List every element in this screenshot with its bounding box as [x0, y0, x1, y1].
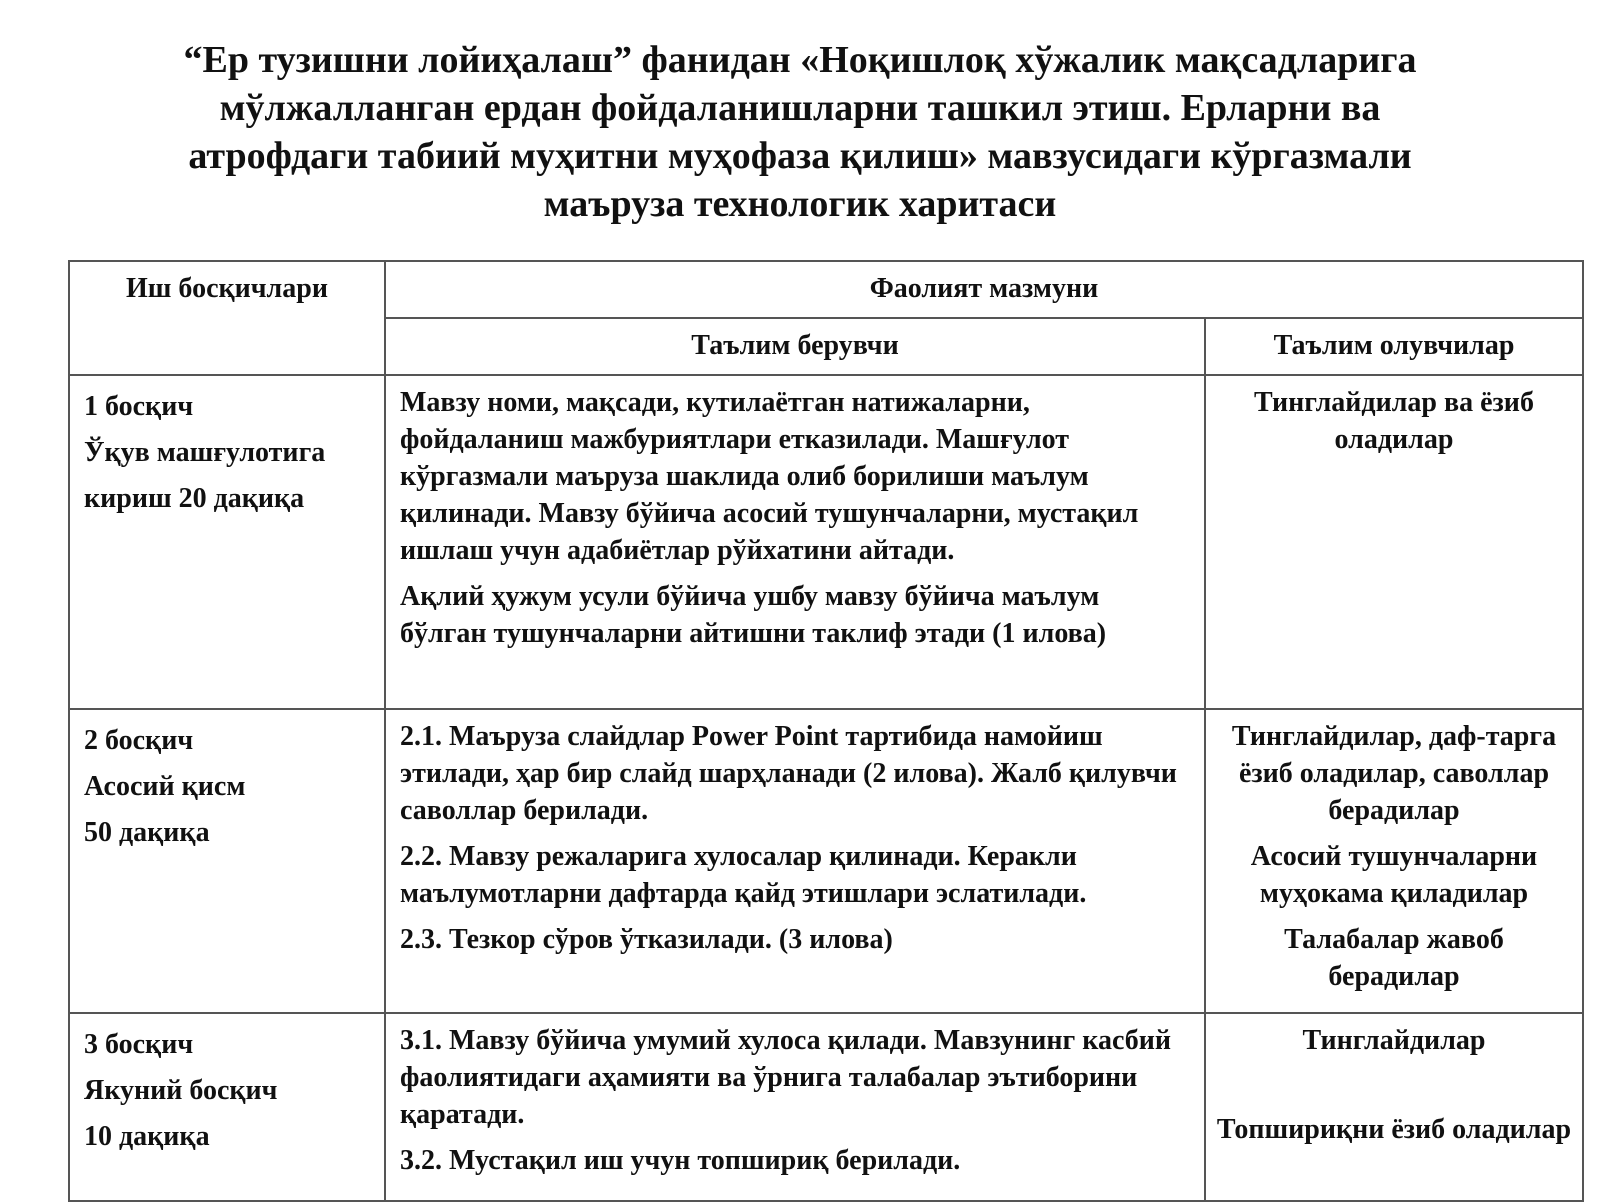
students-activity: Топшириқни ёзиб оладилар — [1216, 1114, 1572, 1145]
stage-name: Асосий қисм — [84, 771, 246, 802]
title-line: мўлжалланган ердан фойдаланишларни ташкил этиш. Ерларни ва — [219, 87, 1381, 129]
students-activity: Талабалар жавоб берадилар — [1284, 924, 1504, 992]
stage-duration: кириш 20 дақиқа — [84, 483, 305, 514]
students-activity: Асосий тушунчаларни муҳокама қиладилар — [1250, 841, 1538, 909]
teacher-activity: 2.2. Мавзу режаларига хулосалар қилинади. Керакли маълумотларни дафтарда қайд этишлари эслатилади. — [400, 841, 1087, 909]
table-row — [69, 1013, 1583, 1201]
header-activity: Фаолият мазмуни — [385, 261, 1583, 318]
header-students: Таълим олувчилар — [1205, 318, 1583, 375]
stage-name: Ўқув машғулотига — [84, 437, 326, 468]
stage-number: 1 босқич — [84, 391, 194, 422]
students-cell — [1205, 1013, 1583, 1201]
stage-number: 3 босқич — [84, 1029, 194, 1060]
students-cell — [1205, 709, 1583, 1013]
students-activity: Тинглайдилар, даф-тарга ёзиб оладилар, саволлар берадилар — [1231, 721, 1557, 826]
teacher-activity: 2.1. Маъруза слайдлар Power Point тартибида намойиш этилади, ҳар бир слайд шарҳланади (2 илова). Жалб қилувчи саволлар берилади. — [400, 721, 1177, 826]
students-activity: Тинглайдилар ва ёзиб оладилар — [1254, 387, 1534, 455]
students-activity: Тинглайдилар — [1302, 1025, 1486, 1056]
title-line: атрофдаги табиий муҳитни муҳофаза қилиш» мавзусидаги кўргазмали — [188, 135, 1412, 177]
title-line: “Ер тузишни лойиҳалаш” фанидан «Ноқишлоқ хўжалик мақсадларига — [183, 39, 1417, 81]
stage-cell — [69, 709, 385, 1013]
teacher-activity: 3.2. Мустақил иш учун топшириқ берилади. — [400, 1145, 961, 1176]
stage-cell — [69, 375, 385, 709]
table-row — [69, 709, 1583, 1013]
header-stages: Иш босқичлари — [69, 261, 385, 375]
teacher-cell — [385, 709, 1205, 1013]
teacher-activity: Ақлий ҳужум усули бўйича ушбу мавзу бўйича маълум бўлган тушунчаларни айтишни таклиф этади (1 илова) — [400, 581, 1107, 649]
teacher-activity: 3.1. Мавзу бўйича умумий хулоса қилади. Мавзунинг касбий фаолиятидаги аҳамияти ва ўрнига талабалар эътиборини қаратади. — [400, 1025, 1171, 1130]
stage-name: Якуний босқич — [84, 1075, 278, 1106]
table-row — [69, 375, 1583, 709]
stage-duration: 10 дақиқа — [84, 1121, 210, 1152]
document-title — [100, 36, 1500, 228]
teacher-activity: 2.3. Тезкор сўров ўтказилади. (3 илова) — [400, 924, 893, 955]
teacher-cell — [385, 375, 1205, 709]
stage-number: 2 босқич — [84, 725, 194, 756]
header-row — [69, 261, 1583, 318]
teacher-cell — [385, 1013, 1205, 1201]
header-teacher: Таълим берувчи — [385, 318, 1205, 375]
stage-cell — [69, 1013, 385, 1201]
stage-duration: 50 дақиқа — [84, 817, 210, 848]
teacher-activity: Мавзу номи, мақсади, кутилаётган натижаларни, фойдаланиш мажбуриятлари етказилади. Машғулот кўргазмали маъруза шаклида олиб борилиши маълум қилинади. Мавзу бўйича асосий тушунчаларни, мустақил ишлаш учун адабиётлар рўйхатини айтади. — [400, 387, 1139, 566]
technology-map-table — [68, 260, 1584, 1202]
title-line: маъруза технологик харитаси — [543, 183, 1057, 225]
students-cell — [1205, 375, 1583, 709]
